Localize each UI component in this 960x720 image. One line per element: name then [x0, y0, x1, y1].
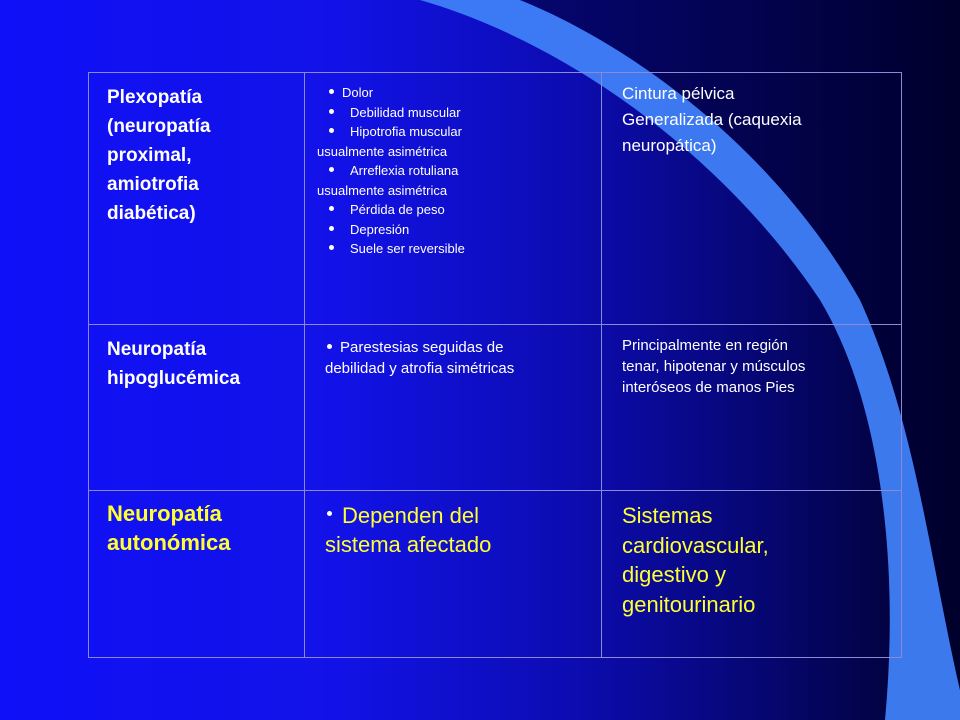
table-row-plexopatia: [89, 73, 902, 325]
row1-name: [107, 79, 296, 228]
bullet-icon: [329, 109, 334, 114]
row1-name-line3: proximal,: [107, 145, 192, 166]
list-item: Suele ser reversible: [327, 239, 593, 259]
bullet-icon: [329, 167, 334, 172]
row1-name-cell: [89, 73, 305, 325]
row3-symptoms-cell: [305, 491, 602, 658]
table-row-hipoglucemica: [89, 325, 902, 491]
row2-symptoms-line2: debilidad y atrofia simétricas: [325, 360, 515, 377]
row1-location-cell: [602, 73, 902, 325]
row2-name-cell: [89, 325, 305, 491]
row1-name-line1: Plexopatía: [107, 87, 203, 108]
row3-name-line1: Neuropatía: [107, 501, 222, 526]
row1-location-line1: Cintura pélvica: [622, 84, 735, 103]
row2-name-line2: hipoglucémica: [107, 368, 241, 389]
bullet-icon: [329, 89, 334, 94]
row1-location: [622, 79, 893, 159]
list-item: Hipotrofia muscular: [327, 122, 593, 142]
row1-name-line2: (neuropatía: [107, 116, 211, 137]
row2-name: [107, 331, 296, 393]
row2-location-line3: interóseos de manos Pies: [622, 379, 795, 396]
row3-location-line4: genitourinario: [622, 591, 756, 617]
row3-location-line2: cardiovascular,: [622, 532, 769, 558]
row1-name-line4: amiotrofia: [107, 174, 199, 195]
bullet-icon: [329, 128, 334, 133]
bullet-icon: [327, 511, 332, 516]
list-item: usualmente asimétrica: [317, 182, 448, 198]
bullet-icon: [329, 226, 334, 231]
row2-location-line2: tenar, hipotenar y músculos: [622, 358, 806, 375]
list-item: Depresión: [327, 220, 593, 240]
list-item: Pérdida de peso: [327, 200, 593, 220]
row1-symptom-list: [317, 79, 593, 259]
row2-name-line1: Neuropatía: [107, 339, 207, 360]
row3-location-line1: Sistemas: [622, 503, 713, 528]
row3-name-cell: [89, 491, 305, 658]
row3-name: [107, 497, 296, 557]
row2-location-cell: [602, 325, 902, 491]
row1-location-line3: neuropática): [622, 136, 717, 155]
row3-location-cell: [602, 491, 902, 658]
table-row-autonomica: [89, 491, 902, 658]
bullet-icon: [329, 245, 334, 250]
row2-location: [622, 331, 893, 398]
row2-symptoms-cell: [305, 325, 602, 491]
neuropathy-table: [88, 72, 902, 658]
row3-name-line2: autonómica: [107, 530, 231, 555]
list-item: Debilidad muscular: [327, 103, 593, 123]
bullet-icon: [329, 206, 334, 211]
list-item: Dolor: [327, 83, 593, 103]
row3-symptoms: [325, 497, 593, 559]
row2-symptoms-line1: Parestesias seguidas de: [325, 337, 593, 358]
bullet-icon: [327, 344, 332, 349]
row3-symptoms-line2: sistema afectado: [325, 532, 492, 557]
row2-location-line1: Principalmente en región: [622, 337, 788, 354]
row3-location: [622, 497, 893, 619]
row1-location-line2: Generalizada (caquexia: [622, 110, 802, 129]
row1-name-line5: diabética): [107, 203, 196, 224]
row3-location-line3: digestivo y: [622, 562, 726, 587]
list-item: Arreflexia rotuliana: [327, 161, 593, 181]
row2-symptoms: [325, 331, 593, 379]
row3-symptoms-line1: Dependen del: [325, 501, 593, 530]
list-item: usualmente asimétrica: [317, 143, 448, 159]
row1-symptoms-cell: [305, 73, 602, 325]
